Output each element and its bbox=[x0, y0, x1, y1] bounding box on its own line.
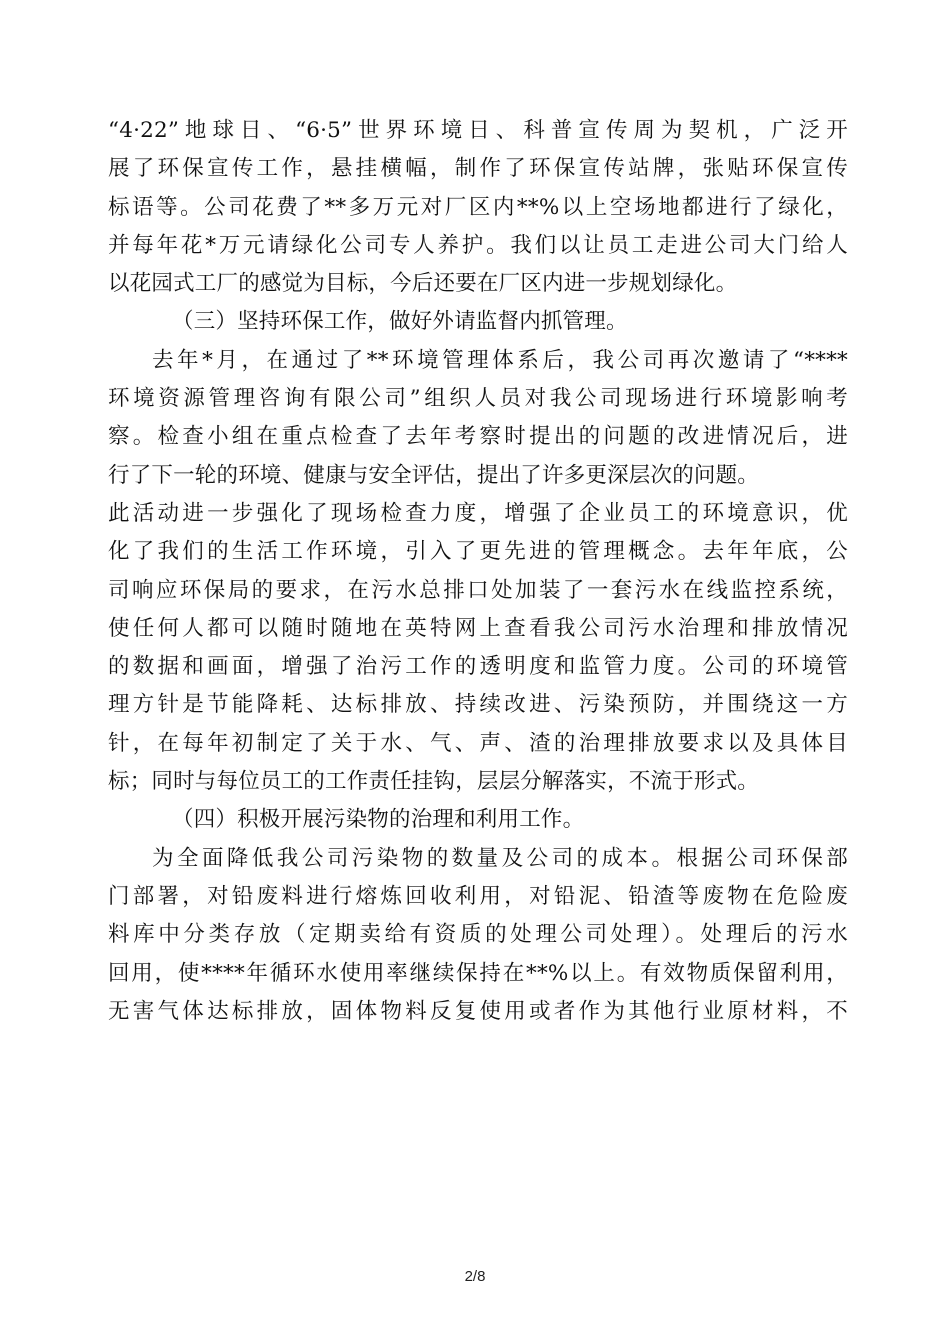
text-line-18: 标；同时与每位员工的工作责任挂钩，层层分解落实，不流于形式。 bbox=[108, 769, 760, 795]
text-line-15: 的数据和画面，增强了治污工作的透明度和监管力度。公司的环境管 bbox=[108, 654, 848, 680]
document-body bbox=[108, 112, 848, 1031]
text-line-10: 行了下一轮的环境、健康与安全评估，提出了许多更深层次的问题。 bbox=[108, 462, 760, 488]
text-line-4: 并每年花*万元请绿化公司专人养护。我们以让员工走进公司大门给人 bbox=[108, 232, 848, 258]
text-line-2: 展了环保宣传工作，悬挂横幅，制作了环保宣传站牌，张贴环保宣传 bbox=[108, 156, 848, 182]
text-line-1: “4·22”地球日、“6·5”世界环境日、科普宣传周为契机，广泛开 bbox=[108, 118, 848, 143]
text-line-5: 以花园式工厂的感觉为目标，今后还要在厂区内进一步规划绿化。 bbox=[108, 271, 738, 297]
text-line-3: 标语等。公司花费了**多万元对厂区内**%以上空场地都进行了绿化， bbox=[108, 194, 848, 220]
text-line-14: 使任何人都可以随时随地在英特网上查看我公司污水治理和排放情况 bbox=[108, 615, 848, 641]
text-line-17: 针，在每年初制定了关于水、气、声、渣的治理排放要求以及具体目 bbox=[108, 730, 848, 756]
text-line-20: 为全面降低我公司污染物的数量及公司的成本。根据公司环保部 bbox=[152, 845, 848, 871]
text-line-23: 回用，使****年循环水使用率继续保持在**%以上。有效物质保留利用， bbox=[108, 960, 848, 986]
text-line-8: 环境资源管理咨询有限公司”组织人员对我公司现场进行环境影响考 bbox=[108, 386, 848, 412]
section-heading-3: （三）坚持环保工作，做好外请监督内抓管理。 bbox=[172, 309, 628, 335]
text-line-21: 门部署，对铅废料进行熔炼回收利用，对铅泥、铅渣等废物在危险废 bbox=[108, 883, 848, 909]
page-number: 2/8 bbox=[464, 1268, 486, 1285]
text-line-11: 此活动进一步强化了现场检查力度，增强了企业员工的环境意识，优 bbox=[108, 500, 848, 526]
text-line-22: 料库中分类存放（定期卖给有资质的处理公司处理）。处理后的污水 bbox=[108, 922, 848, 948]
text-line-7: 去年*月，在通过了**环境管理体系后，我公司再次邀请了“**** bbox=[152, 347, 848, 373]
text-line-9: 察。检查小组在重点检查了去年考察时提出的问题的改进情况后，进 bbox=[108, 424, 848, 450]
text-line-12: 化了我们的生活工作环境，引入了更先进的管理概念。去年年底，公 bbox=[108, 539, 848, 565]
text-line-24: 无害气体达标排放，固体物料反复使用或者作为其他行业原材料，不 bbox=[108, 998, 848, 1024]
text-line-16: 理方针是节能降耗、达标排放、持续改进、污染预防，并围绕这一方 bbox=[108, 692, 848, 718]
section-heading-4: （四）积极开展污染物的治理和利用工作。 bbox=[172, 807, 585, 833]
text-line-13: 司响应环保局的要求，在污水总排口处加装了一套污水在线监控系统， bbox=[108, 577, 848, 603]
